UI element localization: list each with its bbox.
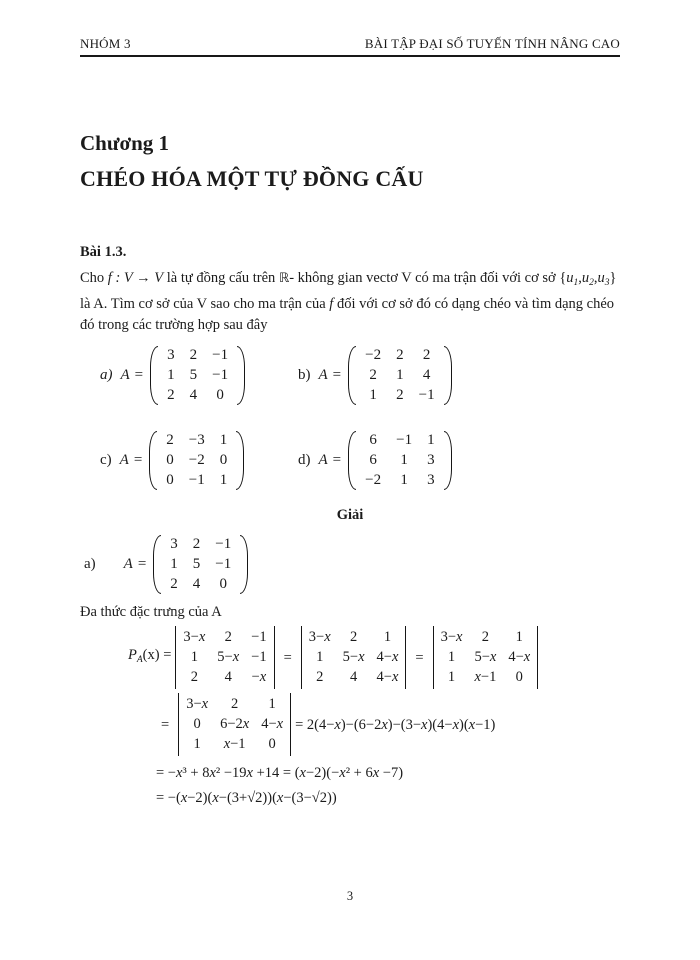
- matrix-cell: 1: [316, 649, 324, 665]
- matrix-cell: 5−x: [474, 649, 497, 665]
- matrix-cell: 1: [400, 452, 408, 468]
- matrix-cell: 0: [166, 472, 174, 488]
- chapter-number: Chương 1: [80, 131, 170, 155]
- matrix-cell: 3−x: [183, 629, 206, 645]
- text-segment: là tự đồng cấu trên: [163, 270, 279, 286]
- determinant-3-grid: [436, 627, 536, 688]
- expansion-expression: = 2(4−x)−(6−2x)−(3−x)(4−x)(x−1): [295, 716, 496, 733]
- matrix-cell: 1: [369, 387, 377, 403]
- matrix-cell: −1: [251, 629, 267, 645]
- matrix-cell: −1: [188, 472, 205, 488]
- matrix-cell: 1: [219, 432, 228, 448]
- matrix-cell: 0: [219, 452, 228, 468]
- matrix-cell: 0: [166, 452, 174, 468]
- charpoly-line-1: [128, 626, 620, 689]
- matrix-cell: 2: [192, 536, 201, 552]
- matrix-c-grid: [159, 430, 234, 491]
- case-c-label: c): [100, 452, 112, 468]
- matrix-cell: 4: [422, 367, 431, 383]
- matrix-cell: 2: [396, 387, 404, 403]
- problem-statement: [80, 268, 620, 336]
- matrix-cell: 4: [349, 669, 358, 685]
- matrix-cell: 4: [224, 669, 232, 685]
- matrix-cell: −2: [188, 452, 205, 468]
- right-paren-icon: [444, 346, 452, 405]
- text-segment: 3: [604, 278, 610, 288]
- matrix-cell: 3−x: [440, 629, 463, 645]
- matrix-cell: −1: [251, 649, 267, 665]
- matrix-case-b: [298, 345, 452, 406]
- solution-heading: Giải: [336, 507, 364, 523]
- matrix-cell: 4−x: [376, 649, 399, 665]
- matrix-cell: 4: [189, 387, 198, 403]
- matrix-cell: 3: [167, 347, 175, 363]
- charpoly-line-4: [156, 788, 620, 808]
- case-b-equals: =: [332, 367, 342, 383]
- matrix-cell: 0: [515, 669, 523, 685]
- matrix-cell: −1: [215, 556, 232, 572]
- matrix-cell: −1: [418, 387, 435, 403]
- determinant-3: [433, 626, 539, 689]
- matrix-cell: 0: [219, 576, 228, 592]
- text-segment: u: [597, 270, 605, 286]
- matrix-a-grid: [160, 345, 235, 406]
- matrix-cell: 2: [231, 696, 239, 712]
- matrix-cell: x−1: [223, 736, 246, 752]
- matrix-cell: 1: [383, 629, 392, 645]
- right-paren-icon: [236, 431, 244, 490]
- header-group-name: NHÓM 3: [80, 36, 131, 51]
- text-segment: f: [329, 296, 334, 312]
- left-paren-icon: [149, 431, 157, 490]
- matrix-cell: 2: [166, 432, 174, 448]
- text-segment: u: [581, 270, 590, 286]
- matrix-cell: 4−x: [376, 669, 399, 685]
- page-header: [80, 36, 620, 57]
- matrix-b-grid: [358, 345, 441, 406]
- cubic-polynomial-expression: = −x³ + 8x² −19x +14 = (x−2)(−x² + 6x −7): [156, 765, 404, 781]
- matrix-cell: 6: [369, 432, 377, 448]
- restate-equals: =: [137, 556, 147, 572]
- right-paren-icon: [237, 346, 245, 405]
- matrix-cell: 0: [193, 716, 201, 732]
- matrix-cell: −1: [212, 347, 229, 363]
- text-segment: f : V → V: [107, 270, 164, 286]
- matrix-c: [149, 430, 244, 491]
- matrix-cell: 5: [189, 367, 198, 383]
- matrix-d-grid: [358, 430, 441, 491]
- equals-sign: =: [283, 649, 292, 666]
- matrix-cell: 1: [219, 472, 228, 488]
- matrix-cell: 1: [170, 556, 178, 572]
- equals-sign: =: [161, 716, 170, 733]
- matrix-cell: 1: [268, 696, 276, 712]
- text-segment: 1: [573, 278, 579, 288]
- matrix-cell: 1: [190, 649, 198, 665]
- charpoly-line-2: [156, 693, 620, 756]
- matrix-cell: 3−x: [308, 629, 331, 645]
- matrix-cell: 6: [369, 452, 377, 468]
- case-c-var: A: [119, 452, 129, 468]
- text-segment: {: [559, 270, 567, 286]
- matrix-cell: 3: [427, 472, 435, 488]
- matrix-cell: −2: [365, 347, 382, 363]
- left-paren-icon: [348, 346, 356, 405]
- matrix-cell: 2: [481, 629, 490, 645]
- matrix-cell: 2: [190, 669, 198, 685]
- case-b-label: b): [298, 367, 311, 383]
- page-number: 3: [346, 889, 354, 903]
- matrix-cell: 1: [515, 629, 523, 645]
- matrix-cell: −3: [188, 432, 205, 448]
- matrix-cell: 4: [192, 576, 201, 592]
- matrix-a: [150, 345, 245, 406]
- determinant-2-grid: [304, 627, 404, 688]
- matrix-case-d: [298, 430, 452, 491]
- determinant-1: [175, 626, 274, 689]
- matrix-cell: 2: [170, 576, 178, 592]
- matrix-case-a: [100, 345, 298, 406]
- matrix-cell: 2: [189, 347, 198, 363]
- chapter-title: CHÉO HÓA MỘT TỰ ĐỒNG CẤU: [80, 166, 424, 191]
- text-segment: ,: [593, 270, 598, 286]
- matrix-cell: 5: [192, 556, 201, 572]
- text-segment: Cho: [80, 270, 108, 286]
- case-a-equals: =: [134, 367, 144, 383]
- matrix-case-c: [100, 430, 298, 491]
- case-a-var: A: [120, 367, 130, 383]
- matrix-cell: −1: [215, 536, 232, 552]
- case-d-var: A: [318, 452, 328, 468]
- left-paren-icon: [348, 431, 356, 490]
- matrix-cell: 5−x: [217, 649, 240, 665]
- determinant-2: [301, 626, 407, 689]
- solution-case-restate: [80, 534, 620, 595]
- pa-var: P: [128, 647, 137, 663]
- equals-sign: =: [415, 649, 424, 666]
- case-c-equals: =: [133, 452, 143, 468]
- solution-case-label: a): [84, 556, 96, 572]
- matrix-cell: 1: [447, 649, 456, 665]
- pa-subscript: A: [136, 655, 143, 665]
- matrix-row-1: [80, 345, 620, 406]
- matrix-cell: 4−x: [508, 649, 531, 665]
- right-paren-icon: [240, 535, 248, 594]
- matrix-cell: x−1: [474, 669, 497, 685]
- matrix-cell: 3−x: [186, 696, 209, 712]
- matrix-cell: 1: [193, 736, 201, 752]
- case-d-equals: =: [332, 452, 342, 468]
- matrix-cell: 3: [170, 536, 178, 552]
- problem-label: Bài 1.3.: [80, 244, 127, 260]
- charpoly-label: Đa thức đặc trưng của A: [80, 604, 222, 620]
- text-segment: ℝ: [278, 271, 290, 286]
- text-segment: }: [609, 270, 617, 286]
- matrix-cell: 6−2x: [220, 716, 250, 732]
- matrix-cell: 1: [167, 367, 175, 383]
- text-segment: ,: [578, 270, 582, 286]
- matrix-cell: 2: [396, 347, 404, 363]
- left-paren-icon: [153, 535, 161, 594]
- matrix-cell: 0: [216, 387, 224, 403]
- matrix-cell: 2: [316, 669, 324, 685]
- restate-var: A: [123, 556, 133, 572]
- matrix-cell: −1: [212, 367, 229, 383]
- matrix-row-2: [80, 430, 620, 491]
- matrix-cell: 0: [268, 736, 276, 752]
- matrix-cell: 2: [422, 347, 431, 363]
- factored-expression: = −(x−2)(x−(3+√2))(x−(3−√2)): [156, 790, 337, 806]
- determinant-4: [178, 693, 291, 756]
- text-segment: là A. Tìm cơ sở của V sao cho ma trận của: [80, 296, 330, 312]
- determinant-1-grid: [178, 627, 271, 688]
- matrix-a-restate: [153, 534, 248, 595]
- text-segment: u: [566, 270, 574, 286]
- charpoly-line-3: [156, 763, 620, 783]
- pa-of-x: [128, 645, 171, 670]
- case-a-label: a): [100, 367, 113, 383]
- matrix-cell: 2: [167, 387, 175, 403]
- matrix-a-restate-grid: [163, 534, 238, 595]
- pa-rest: (x) =: [142, 647, 172, 663]
- matrix-cell: 2: [349, 629, 358, 645]
- text-segment: - không gian vectơ V có ma trận đối với cơ sở: [289, 270, 560, 286]
- right-paren-icon: [444, 431, 452, 490]
- matrix-cell: 1: [447, 669, 456, 685]
- matrix-b: [348, 345, 451, 406]
- header-document-title: BÀI TẬP ĐẠI SỐ TUYẾN TÍNH NÂNG CAO: [364, 36, 620, 51]
- matrix-cell: 4−x: [261, 716, 284, 732]
- matrix-cell: 2: [224, 629, 232, 645]
- left-paren-icon: [150, 346, 158, 405]
- matrix-cell: 3: [427, 452, 435, 468]
- matrix-cell: −2: [365, 472, 382, 488]
- matrix-cell: 5−x: [342, 649, 365, 665]
- determinant-4-grid: [181, 694, 288, 755]
- case-d-label: d): [298, 452, 311, 468]
- matrix-cell: 1: [427, 432, 435, 448]
- text-segment: đối với cơ sở đó có dạng chéo và tìm dạng chéo đó trong các trường hợp sau đây: [80, 296, 615, 333]
- case-b-var: A: [318, 367, 328, 383]
- text-segment: 2: [589, 278, 594, 288]
- matrix-cell: 1: [396, 367, 404, 383]
- matrix-cell: 2: [369, 367, 377, 383]
- matrix-cell: 1: [400, 472, 408, 488]
- matrix-d: [348, 430, 451, 491]
- matrix-cell: −x: [251, 669, 267, 685]
- matrix-cell: −1: [396, 432, 413, 448]
